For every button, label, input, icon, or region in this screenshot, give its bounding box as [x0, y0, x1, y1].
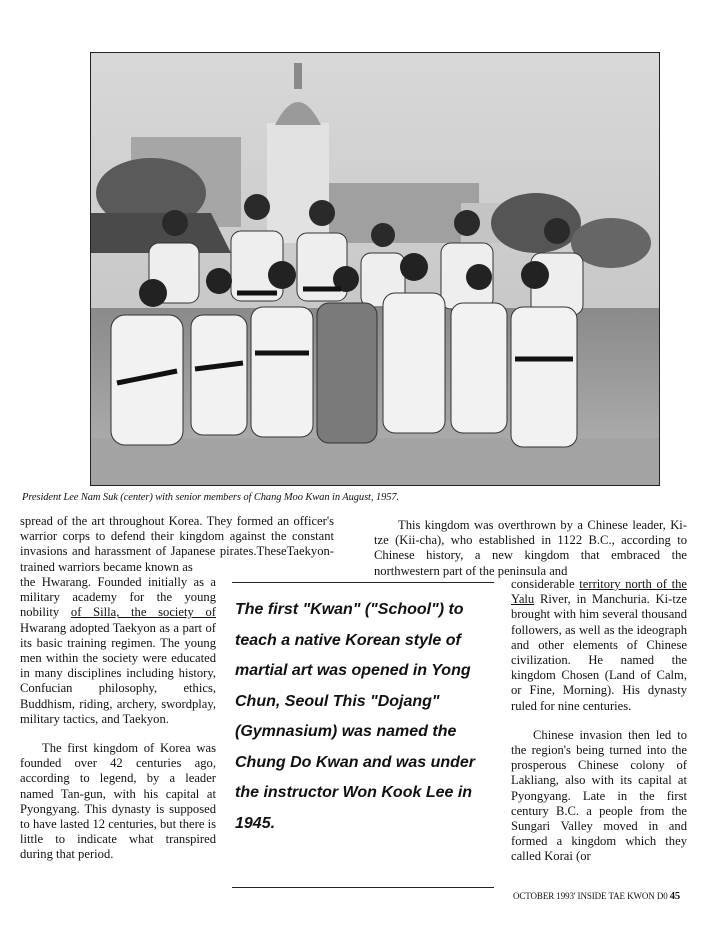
- article-left-column: [20, 575, 216, 863]
- footer-text: OCTOBER 1993' INSIDE TAE KWON D0: [513, 891, 668, 901]
- article-paragraph-hwarang: [20, 575, 216, 727]
- group-photo: [90, 52, 660, 486]
- pull-quote-text: The first "Kwan" ("School") to teach a native Korean style of martial art was opened in Yong Chun, Seoul This "Dojang" (Gymnasium) was named the Chung Do Kwan and was under the instructor Won Kook Lee in 1945.: [235, 601, 476, 832]
- article-paragraph-intro: spread of the art throughout Korea. They formed an officer's warrior corps to defend their kingdom against the constant invasions and harassment of Japanese pirates.TheseTaekyon-trained warriors became known as: [20, 514, 334, 574]
- article-paragraph-chinese-invasion: Chinese invasion then led to the region's being turned into the prosperous Chinese colony of Lakliang, also with its capital at Pyongyang. Late in the first century B.C. a people from the Sungari Valley moved in and formed a kingdom which they called Korai (or: [511, 727, 687, 864]
- hwarang-text-underlined: of Silla, the society of: [70, 605, 217, 620]
- hwarang-text-b: Hwarang adopted Taekyon as a part of its basic training regimen. The young men within the society were educated in many disciplines including history, Confucian philosophy, ethics, Buddhism, riding, archery, swordplay, military tactics, and Taekyon.: [20, 620, 216, 726]
- article-paragraph-territory: [511, 577, 687, 714]
- territory-text-a: considerable: [511, 577, 575, 591]
- territory-text-b: River, in Manchuria. Ki-tze brought with him several thousand followers, as well as the ideograph and other elements of Chinese civilization. He named the kingdom Chosen (Land of Calm, or Fine, Morning). His dynasty ruled for nine centuries.: [511, 592, 687, 713]
- pull-quote-box: [232, 582, 494, 888]
- page-footer: [513, 891, 680, 902]
- article-paragraph-kitze: This kingdom was overthrown by a Chinese leader, Ki-tze (Kii-cha), who established in 1122 B.C., according to Chinese history, a new kingdom that embraced the northwestern part of the peninsula and: [374, 518, 687, 578]
- photo-caption: President Lee Nam Suk (center) with senior members of Chang Moo Kwan in August, 1957.: [22, 492, 400, 503]
- article-paragraph-first-kingdom: The first kingdom of Korea was founded over 42 centuries ago, according to legend, by a leader named Tan-gun, with his capital at Pyongyang. This dynasty is supposed to have lasted 12 centuries, but there is little to indicate what transpired during that period.: [20, 741, 216, 862]
- hwarang-text-a: the Hwarang. Founded initially as a military academy for the young nobility: [20, 575, 216, 620]
- group-photo-illustration: [91, 53, 659, 485]
- page-number: 45: [669, 891, 681, 902]
- article-right-column: [511, 577, 687, 865]
- territory-text-underlined: territory north of the Yalu: [511, 577, 687, 607]
